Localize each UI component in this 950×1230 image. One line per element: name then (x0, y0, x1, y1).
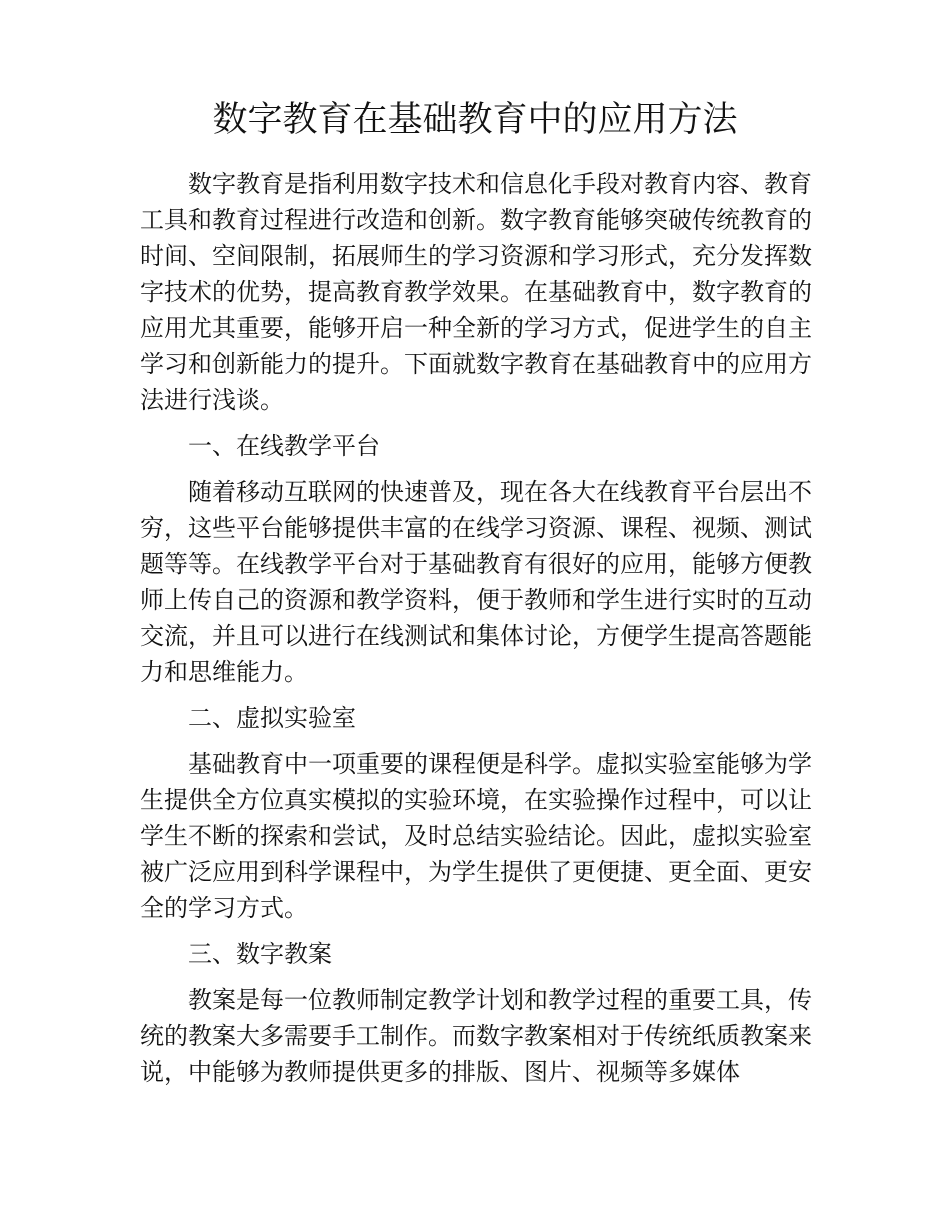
section-heading-digital-lesson-plan: 三、数字教案 (188, 940, 332, 968)
document-title: 数字教育在基础教育中的应用方法 (212, 100, 738, 140)
section-heading-online-platform: 一、在线教学平台 (188, 432, 380, 460)
section-paragraph-digital-lesson-plan: 教案是每一位教师制定教学计划和教学过程的重要工具，传统的教案大多需要手工制作。而数字教案相对于传统纸质教案来说，中能够为教师提供更多的排版、图片、视频等多媒体 (140, 986, 812, 1086)
document-body (140, 166, 812, 1100)
section-heading-virtual-lab: 二、虚拟实验室 (188, 704, 356, 732)
intro-paragraph: 数字教育是指利用数字技术和信息化手段对教育内容、教育工具和教育过程进行改造和创新。数字教育能够突破传统教育的时间、空间限制，拓展师生的学习资源和学习形式，充分发挥数字技术的优势，提高教育教学效果。在基础教育中，数字教育的应用尤其重要，能够开启一种全新的学习方式，促进学生的自主学习和创新能力的提升。下面就数字教育在基础教育中的应用方法进行浅谈。 (140, 170, 812, 414)
section-paragraph-virtual-lab: 基础教育中一项重要的课程便是科学。虚拟实验室能够为学生提供全方位真实模拟的实验环境，在实验操作过程中，可以让学生不断的探索和尝试，及时总结实验结论。因此，虚拟实验室被广泛应用到科学课程中，为学生提供了更便捷、更全面、更安全的学习方式。 (140, 750, 812, 922)
section-paragraph-online-platform: 随着移动互联网的快速普及，现在各大在线教育平台层出不穷，这些平台能够提供丰富的在线学习资源、课程、视频、测试题等等。在线教学平台对于基础教育有很好的应用，能够方便教师上传自己的资源和教学资料，便于教师和学生进行实时的互动交流，并且可以进行在线测试和集体讨论，方便学生提高答题能力和思维能力。 (140, 478, 812, 686)
